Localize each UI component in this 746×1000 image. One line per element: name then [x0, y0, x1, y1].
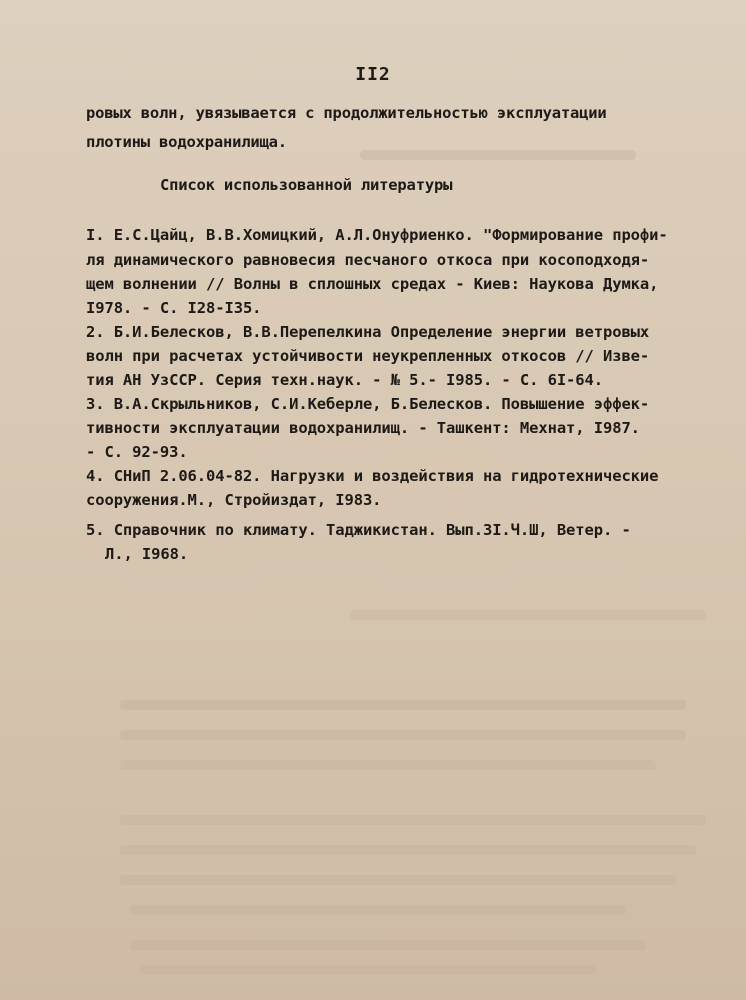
show-through-line [120, 730, 686, 740]
reference-4-line: 4. СНиП 2.06.04-82. Нагрузки и воздействия на гидротехнические [86, 467, 659, 485]
show-through-line [120, 815, 706, 825]
show-through-line [130, 940, 646, 950]
show-through-line [120, 700, 686, 710]
reference-2-line: волн при расчетах устойчивости неукрепленных откосов // Изве- [86, 347, 650, 365]
reference-3-line: тивности эксплуатации водохранилищ. - Ташкент: Мехнат, I987. [86, 419, 640, 437]
show-through-line [140, 965, 596, 975]
show-through-line [120, 845, 696, 855]
bibliography-heading: Список использованной литературы [160, 176, 453, 194]
reference-1-line: I978. - С. I28-I35. [86, 299, 262, 317]
reference-4-line: сооружения.М., Стройиздат, I983. [86, 491, 382, 509]
reference-5-line: 5. Справочник по климату. Таджикистан. Вып.3I.Ч.Ш, Ветер. - [86, 521, 631, 539]
reference-1-line: ля динамического равновесия песчаного откоса при косоподходя- [86, 251, 650, 269]
reference-2-line: тия АН УзССР. Серия техн.наук. - № 5.- I985. - С. 6I-64. [86, 371, 603, 389]
reference-1-line: I. Е.С.Цайц, В.В.Хомицкий, А.Л.Онуфриенко. "Формирование профи- [86, 226, 668, 244]
intro-line: ровых волн, увязывается с продолжительностью эксплуатации [86, 104, 607, 122]
show-through-line [120, 760, 656, 770]
reference-5-line: Л., I968. [105, 545, 189, 563]
page-number: II2 [355, 64, 391, 85]
reference-1-line: щем волнении // Волны в сплошных средах - Киев: Наукова Думка, [86, 275, 659, 293]
reference-2-line: 2. Б.И.Белесков, В.В.Перепелкина Определение энергии ветровых [86, 323, 650, 341]
reference-3-line: - С. 92-93. [86, 443, 188, 461]
intro-line: плотины водохранилища. [86, 133, 287, 151]
reference-3-line: 3. В.А.Скрыльников, С.И.Кеберле, Б.Белесков. Повышение эффек- [86, 395, 650, 413]
show-through-line [120, 875, 676, 885]
show-through-line [360, 150, 636, 160]
show-through-line [350, 610, 706, 620]
show-through-line [130, 905, 626, 915]
